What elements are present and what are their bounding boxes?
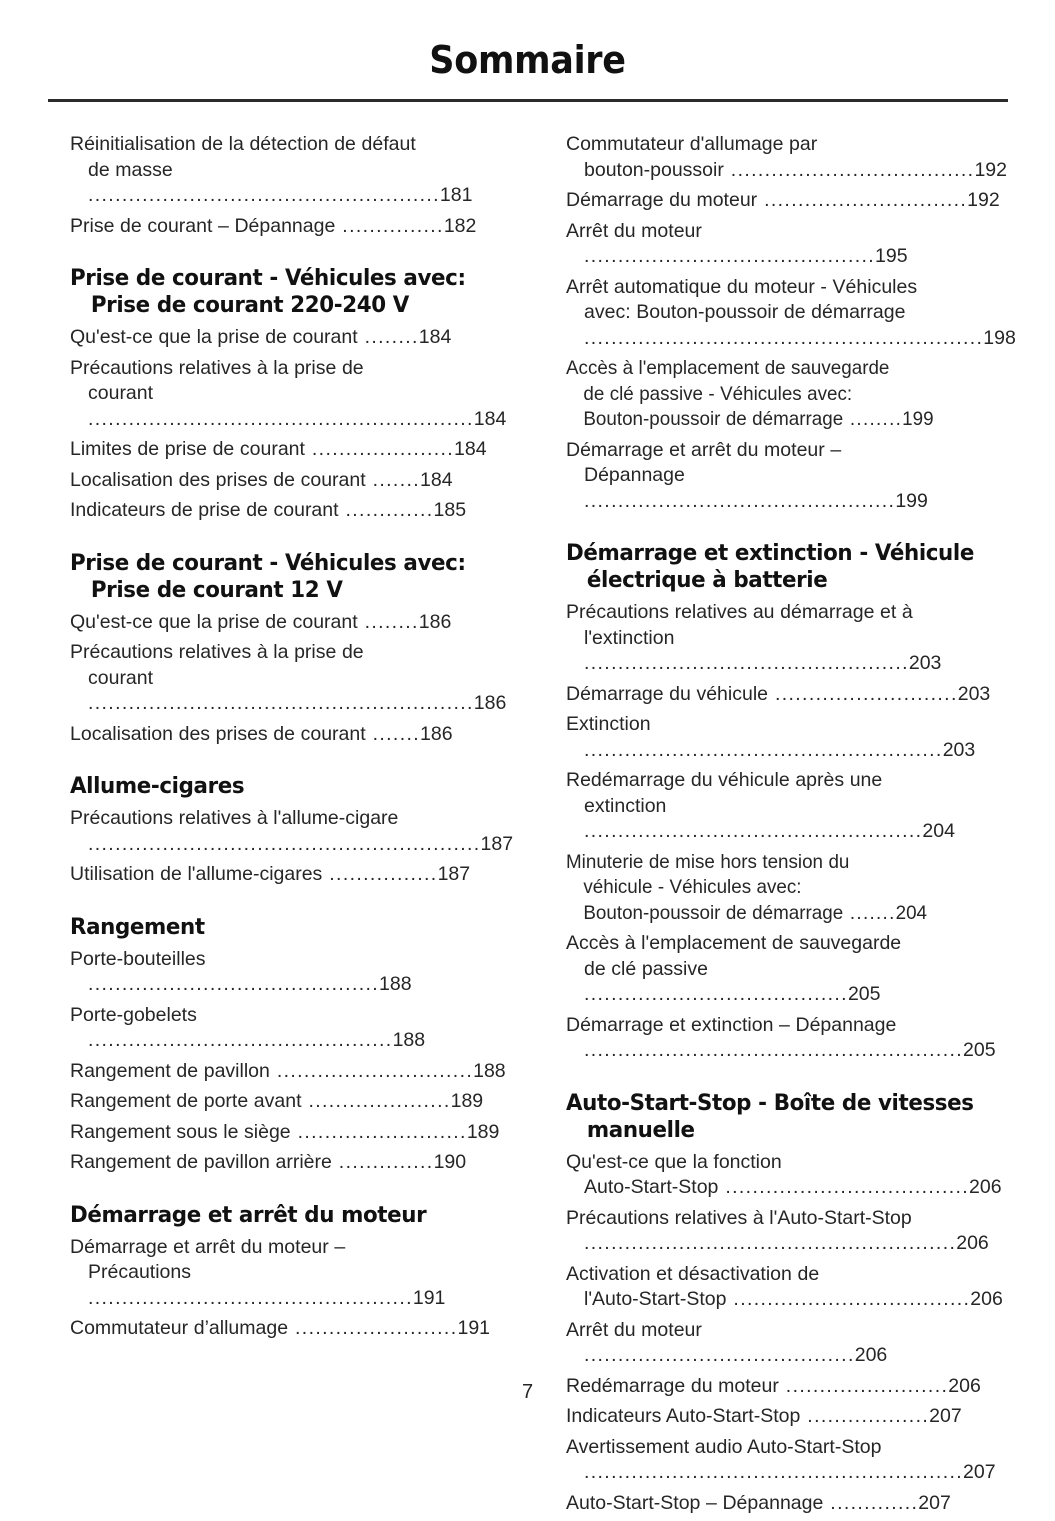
toc-dot-leader: ........ [357,610,419,633]
page-title: Sommaire [429,38,626,82]
toc-entry-label: Précautions relatives au démarrage et à [566,601,913,623]
toc-page-number: 206 [969,1176,1002,1198]
toc-dot-leader: ......................... [290,1120,467,1143]
toc-entry-label: l'Auto-Start-Stop [584,1288,727,1310]
toc-entry-label: Auto-Start-Stop [584,1176,719,1198]
toc-entry[interactable] [566,1318,1011,1369]
toc-entry[interactable] [566,356,995,433]
toc-entry-label: Rangement de pavillon arrière [70,1151,332,1173]
toc-dot-leader: ..................... [301,1090,451,1112]
toc-entry-label: Arrêt automatique du moteur - Véhicules [566,275,918,298]
toc-entry-label: Qu'est-ce que la prise de courant [70,326,358,348]
toc-entry-label: Activation et désactivation de [566,1262,820,1285]
toc-entry[interactable] [566,1150,1011,1201]
toc-entry[interactable] [566,1491,1011,1517]
header-divider [48,99,1008,102]
toc-entry[interactable] [70,437,522,463]
toc-entry[interactable] [70,468,522,494]
page-header [0,0,1055,102]
toc-dot-leader: ................................................ [88,1286,413,1309]
toc-entry-label: Redémarrage du moteur [566,1374,779,1397]
toc-entry[interactable] [566,275,1016,352]
toc-entry-label: Commutateur d’allumage [70,1317,289,1339]
toc-page-number: 182 [443,214,477,237]
page-number: 7 [521,1381,534,1403]
toc-entry[interactable] [70,1003,522,1054]
toc-page-number: 186 [418,610,452,633]
toc-page-number: 195 [875,245,908,267]
toc-dot-leader: .................................................. [584,820,923,842]
toc-entry-label: courant [88,666,154,689]
toc-entry-label: Qu'est-ce que la fonction [566,1150,782,1173]
toc-dot-leader: .................................................... [88,184,440,206]
toc-entry-label: Précautions relatives à l'allume-cigare [70,807,399,829]
toc-entry-label: Arrêt du moteur [566,219,702,242]
toc-entry-label: Démarrage et arrêt du moteur – [70,1235,346,1258]
toc-entry[interactable] [70,498,522,524]
toc-entry-label: Extinction [566,713,651,735]
toc-dot-leader: .................................... [723,158,975,181]
toc-dot-leader: ....................................................... [584,1232,957,1254]
toc-page-number: 199 [895,489,928,512]
toc-dot-leader: .............. [331,1151,434,1173]
toc-dot-leader: ........................................ [584,1344,855,1366]
toc-dot-leader: ............. [823,1491,919,1514]
toc-page-number: 205 [963,1039,996,1061]
toc-entry-label: Précautions relatives à l'Auto-Start-Stop [566,1206,912,1229]
toc-entry[interactable] [70,1235,522,1312]
toc-dot-leader: ........................ [778,1374,949,1397]
toc-section-heading: Rangement [70,913,205,940]
toc-dot-leader: ....................................... [584,983,848,1005]
toc-dot-leader: ........................................... [88,973,380,995]
toc-page-number: 188 [392,1029,426,1051]
toc-dot-leader: ......................................................... [88,692,474,714]
toc-entry-label: Localisation des prises de courant [70,722,366,745]
toc-dot-leader: ................ [322,863,438,885]
toc-entry-label: Qu'est-ce que la prise de courant [70,610,358,633]
toc-entry-label: de clé passive [584,957,708,980]
toc-entry[interactable] [70,1120,522,1146]
toc-entry[interactable] [70,1089,522,1115]
toc-entry[interactable] [566,438,1011,515]
toc-dot-leader: ........................................................ [584,1461,963,1483]
toc-page-number: 192 [967,189,1000,211]
toc-page-number: 190 [433,1151,467,1173]
toc-entry-label: l'extinction [584,626,675,649]
toc-page-number: 207 [963,1461,996,1483]
toc-dot-leader: .............................................. [584,489,896,512]
toc-entry[interactable] [566,1013,1011,1064]
toc-page-number: 189 [466,1120,500,1143]
toc-page-number: 191 [412,1286,446,1309]
toc-entry[interactable] [70,722,522,748]
toc-dot-leader: .......................................................... [88,832,481,855]
toc-dot-leader: ................................................ [584,652,909,674]
toc-entry[interactable] [70,325,522,351]
toc-page-number: 204 [922,820,955,842]
toc-dot-leader: ........ [357,326,419,348]
toc-entry-label: extinction [584,794,667,817]
toc-page-number: 203 [942,738,976,761]
toc-entry-label: Démarrage du moteur [566,189,758,211]
toc-section-heading: Démarrage et arrêt du moteur [70,1201,427,1228]
toc-page-number: 187 [437,863,471,885]
toc-page-number: 184 [418,326,452,348]
toc-page-number: 206 [948,1374,981,1397]
toc-entry-label: de clé passive - Véhicules avec: [583,382,853,405]
toc-dot-leader: ........................................................ [584,1039,963,1061]
toc-entry-label: bouton-poussoir [584,158,724,181]
toc-entry[interactable] [70,132,522,209]
toc-dot-leader: ............................. [269,1059,474,1082]
toc-page-number: 191 [457,1317,491,1339]
toc-entry-label: Porte-gobelets [70,1003,197,1026]
toc-entry-label: Prise de courant – Dépannage [70,214,336,237]
toc-entry-label: Rangement de porte avant [70,1090,302,1112]
toc-entry-label: Précautions relatives à la prise de [70,641,364,663]
toc-entry[interactable] [70,640,522,717]
toc-entry-label: Limites de prise de courant [70,438,305,460]
toc-page-number: 207 [929,1405,962,1427]
toc-entry-label: Réinitialisation de la détection de défaut [70,133,416,155]
toc-entry[interactable] [70,1059,522,1085]
toc-entry[interactable] [566,682,1011,708]
toc-entry-label: Redémarrage du véhicule après une [566,769,883,791]
toc-dot-leader: ............................................. [88,1029,393,1051]
toc-page-number: 184 [420,468,453,491]
toc-page-number: 203 [957,682,991,705]
toc-entry[interactable] [70,806,522,857]
toc-page-number: 206 [956,1232,989,1254]
toc-entry-label: Précautions relatives à la prise de [70,356,364,379]
toc-section-heading: Démarrage et extinction - Véhicule électrique à batterie [566,540,974,593]
toc-dot-leader: ..................................................... [584,738,943,761]
toc-page-number: 206 [970,1288,1003,1310]
toc-dot-leader: ..................... [304,438,455,460]
toc-entry-label: véhicule - Véhicules avec: [583,876,802,898]
toc-entry[interactable] [70,1316,522,1342]
toc-entry[interactable] [566,219,1011,270]
toc-entry-label: Bouton-poussoir de démarrage [583,901,844,924]
toc-entry-label: Arrêt du moteur [566,1318,702,1341]
toc-page-number: 205 [847,983,881,1005]
toc-entry[interactable] [70,947,522,998]
toc-entry[interactable] [566,1435,1011,1486]
toc-entry-label: Précautions [88,1261,191,1283]
toc-entry-label: Rangement sous le siège [70,1120,291,1143]
toc-page-number: 181 [439,184,473,206]
toc-dot-leader: ....... [843,901,896,924]
toc-section-heading: Allume-cigares [70,773,245,799]
toc-column-right [566,132,1016,1521]
toc-dot-leader: ............. [338,499,434,521]
toc-dot-leader: ................................... [726,1288,971,1310]
toc-dot-leader: .............................. [757,189,968,211]
toc-dot-leader: ........................................................... [584,326,984,349]
toc-dot-leader: ........................... [768,682,958,705]
toc-dot-leader: ............... [335,214,444,237]
toc-entry[interactable] [70,214,522,240]
toc-dot-leader: ........................................... [584,245,876,267]
toc-entry[interactable] [70,610,522,636]
toc-page-number: 206 [854,1344,888,1366]
toc-entry-label: de masse [88,158,173,181]
toc-page-number: 199 [902,408,934,430]
toc-entry[interactable] [566,1404,1011,1430]
toc-page-number: 188 [473,1059,506,1082]
toc-page-number: 186 [473,692,507,714]
toc-entry-label: Utilisation de l'allume-cigares [70,863,323,885]
toc-page-number: 184 [454,438,487,460]
toc-entry-label: Accès à l'emplacement de sauvegarde [566,357,890,379]
toc-dot-leader: .................. [800,1405,930,1427]
toc-page-number: 188 [379,973,412,995]
toc-entry-label: Démarrage et extinction – Dépannage [566,1013,897,1036]
toc-dot-leader: ....... [365,468,420,491]
toc-page-number: 185 [433,499,467,521]
page-footer [0,1381,1055,1404]
toc-entry-label: Minuterie de mise hors tension du [566,850,850,873]
toc-page-number: 184 [473,407,507,430]
toc-page-number: 187 [480,832,514,855]
toc-dot-leader: ......................................................... [88,407,474,430]
toc-dot-leader: ........ [843,408,903,430]
toc-entry[interactable] [566,1206,1011,1257]
toc-dot-leader: ........................ [288,1317,458,1339]
toc-dot-leader: ....... [365,722,420,745]
toc-column-left [70,132,522,1347]
toc-entry-label: Porte-bouteilles [70,947,206,970]
toc-page-number: 186 [420,722,453,745]
toc-entry[interactable] [566,1262,1011,1313]
toc-entry-label: Démarrage du véhicule [566,682,769,705]
toc-page-number: 203 [908,652,942,674]
toc-entry-label: Localisation des prises de courant [70,468,366,491]
toc-page-number: 207 [918,1491,951,1514]
toc-entry[interactable] [566,600,1011,677]
toc-page-number: 189 [450,1090,484,1112]
toc-entry-label: Auto-Start-Stop – Dépannage [566,1491,824,1514]
toc-entry[interactable] [70,1150,522,1176]
toc-entry-label: Indicateurs Auto-Start-Stop [566,1405,801,1427]
toc-entry[interactable] [566,931,1011,1008]
toc-dot-leader: .................................... [718,1176,970,1198]
toc-page-number: 204 [895,901,928,924]
toc-entry-label: Commutateur d'allumage par [566,133,818,155]
toc-entry[interactable] [566,850,995,927]
toc-entry-label: Avertissement audio Auto-Start-Stop [566,1435,882,1458]
toc-entry-label: Accès à l'emplacement de sauvegarde [566,932,902,954]
toc-entry-label: Dépannage [584,464,685,486]
toc-entry[interactable] [566,768,1011,845]
toc-section-heading: Prise de courant - Véhicules avec: Prise de courant 220-240 V [70,265,466,318]
toc-page-number: 198 [983,326,1016,349]
toc-section-heading: Prise de courant - Véhicules avec: Prise de courant 12 V [70,549,466,603]
toc-entry-label: Indicateurs de prise de courant [70,499,339,521]
toc-entry-label: Rangement de pavillon [70,1059,270,1082]
toc-entry-label: Bouton-poussoir de démarrage [583,408,844,430]
toc-entry-label: Démarrage et arrêt du moteur – [566,438,842,461]
toc-section-heading: Auto-Start-Stop - Boîte de vitesses manuelle [566,1089,974,1143]
toc-entry-label: courant [88,382,154,404]
toc-entry-label: avec: Bouton-poussoir de démarrage [584,301,906,323]
toc-entry[interactable] [70,862,522,888]
toc-entry[interactable] [70,356,522,433]
toc-entry[interactable] [566,188,1011,214]
toc-page-number: 192 [974,158,1007,181]
toc-entry[interactable] [566,712,1011,763]
toc-entry[interactable] [566,132,1011,183]
